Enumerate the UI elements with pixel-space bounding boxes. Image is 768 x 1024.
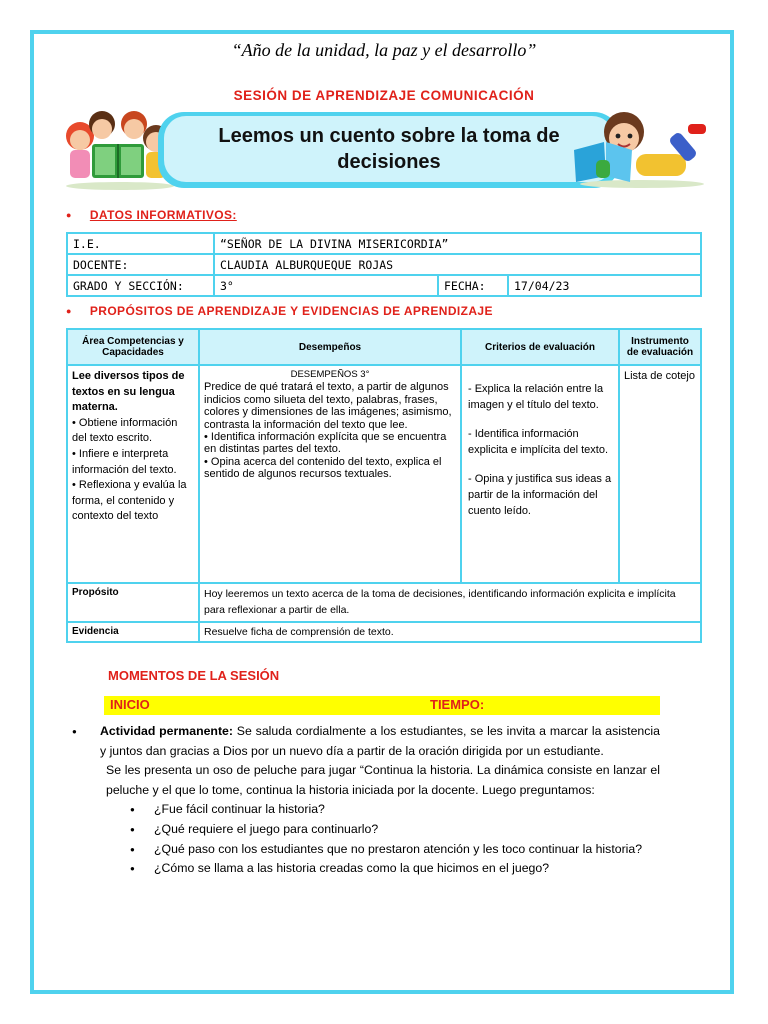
criterio-item: - Identifica información explicita e implícita del texto. xyxy=(468,428,609,456)
desempeno-item: Predice de qué tratará el texto, a partir de algunos indicios como silueta del texto, palabras, frases, colores y dimensiones de las imágenes; asimismo, contrasta la información del texto que lee. xyxy=(204,381,452,431)
col-desempenos: Desempeños xyxy=(199,329,461,365)
proposito-label: Propósito xyxy=(67,583,199,622)
instrumento-cell: Lista de cotejo xyxy=(619,365,701,583)
banner-title: Leemos un cuento sobre la toma de decisiones xyxy=(218,125,560,173)
criterio-item: - Explica la relación entre la imagen y el título del texto. xyxy=(468,383,604,411)
propositos-heading: ● PROPÓSITOS DE APRENDIZAJE Y EVIDENCIAS DE APRENDIZAJE xyxy=(66,304,493,318)
inicio-label: INICIO xyxy=(110,697,150,712)
title-banner xyxy=(164,116,614,182)
dinamica-paragraph: Se les presenta un oso de peluche para jugar “Continua la historia. La dinámica consiste en lanzar el peluche y el que lo tome, continua la historia iniciada por la docente. Luego preguntamos: xyxy=(106,763,660,797)
proposito-text: Hoy leeremos un texto acerca de la toma de decisiones, identificando información explicita e implícita para reflexionar a partir de ella. xyxy=(199,583,701,622)
propositos-table xyxy=(66,328,702,643)
actividad-paragraph xyxy=(64,722,660,761)
docente-value: CLAUDIA ALBURQUEQUE ROJAS xyxy=(214,254,701,275)
desempenos-cell xyxy=(199,365,461,583)
actividad-text: Se saluda cordialmente a los estudiantes, se les invita a marcar la asistencia y juntos dan gracias a Dios por un nuevo día a partir de la oración dirigida por un estudiante. xyxy=(100,724,660,758)
criterio-item: - Opina y justifica sus ideas a partir de la información del cuento leído. xyxy=(468,473,612,517)
pregunta-item: ● ¿Cómo se llama a las historia creadas como la que hicimos en el juego? xyxy=(64,859,660,879)
session-body xyxy=(64,722,660,879)
reading-boy-illustration xyxy=(566,104,714,190)
pregunta-item: ● ¿Qué paso con los estudiantes que no prestaron atención y les toco continuar la historia? xyxy=(64,840,660,860)
col-criterios: Criterios de evaluación xyxy=(461,329,619,365)
criterios-cell xyxy=(461,365,619,583)
session-title: SESIÓN DE APRENDIZAJE COMUNICACIÓN xyxy=(233,88,535,103)
inicio-bar xyxy=(104,696,660,715)
grado-label: GRADO Y SECCIÓN: xyxy=(67,275,214,296)
desempeno-item: • Identifica información explícita que se encuentra en distintas partes del texto. xyxy=(204,431,447,456)
competencia-title: Lee diversos tipos de textos en su lengua materna. xyxy=(72,370,185,414)
datos-heading: ● DATOS INFORMATIVOS: xyxy=(66,208,237,222)
grado-value: 3° xyxy=(214,275,438,296)
capacidad-item: • Obtiene información del texto escrito. xyxy=(72,416,178,445)
pregunta-item: ● ¿Fue fácil continuar la historia? xyxy=(64,800,660,820)
tiempo-label: TIEMPO: xyxy=(430,697,485,712)
momentos-heading: MOMENTOS DE LA SESIÓN xyxy=(108,668,280,683)
motto: “Año de la unidad, la paz y el desarrollo” xyxy=(231,40,537,60)
capacidad-item: • Infiere e interpreta información del texto. xyxy=(72,447,177,476)
docente-label: DOCENTE: xyxy=(67,254,214,275)
capacidad-item: • Reflexiona y evalúa la forma, el contenido y contexto del texto xyxy=(72,479,187,523)
desempenos-title: DESEMPEÑOS 3° xyxy=(290,369,370,380)
pregunta-item: ● ¿Qué requiere el juego para continuarlo? xyxy=(64,820,660,840)
ie-label: I.E. xyxy=(67,233,214,254)
datos-table xyxy=(66,232,702,297)
fecha-value: 17/04/23 xyxy=(508,275,701,296)
preguntas-list xyxy=(64,800,660,878)
evidencia-label: Evidencia xyxy=(67,622,199,642)
evidencia-text: Resuelve ficha de comprensión de texto. xyxy=(199,622,701,642)
desempeno-item: • Opina acerca del contenido del texto, explica el sentido de algunos recursos textuales. xyxy=(204,455,442,481)
actividad-label: Actividad permanente: xyxy=(100,724,233,738)
competencia-cell xyxy=(67,365,199,583)
ie-value: “SEÑOR DE LA DIVINA MISERICORDIA” xyxy=(214,233,701,254)
col-instrumento: Instrumento de evaluación xyxy=(619,329,701,365)
col-competencias: Área Competencias y Capacidades xyxy=(67,329,199,365)
fecha-label: FECHA: xyxy=(438,275,508,296)
